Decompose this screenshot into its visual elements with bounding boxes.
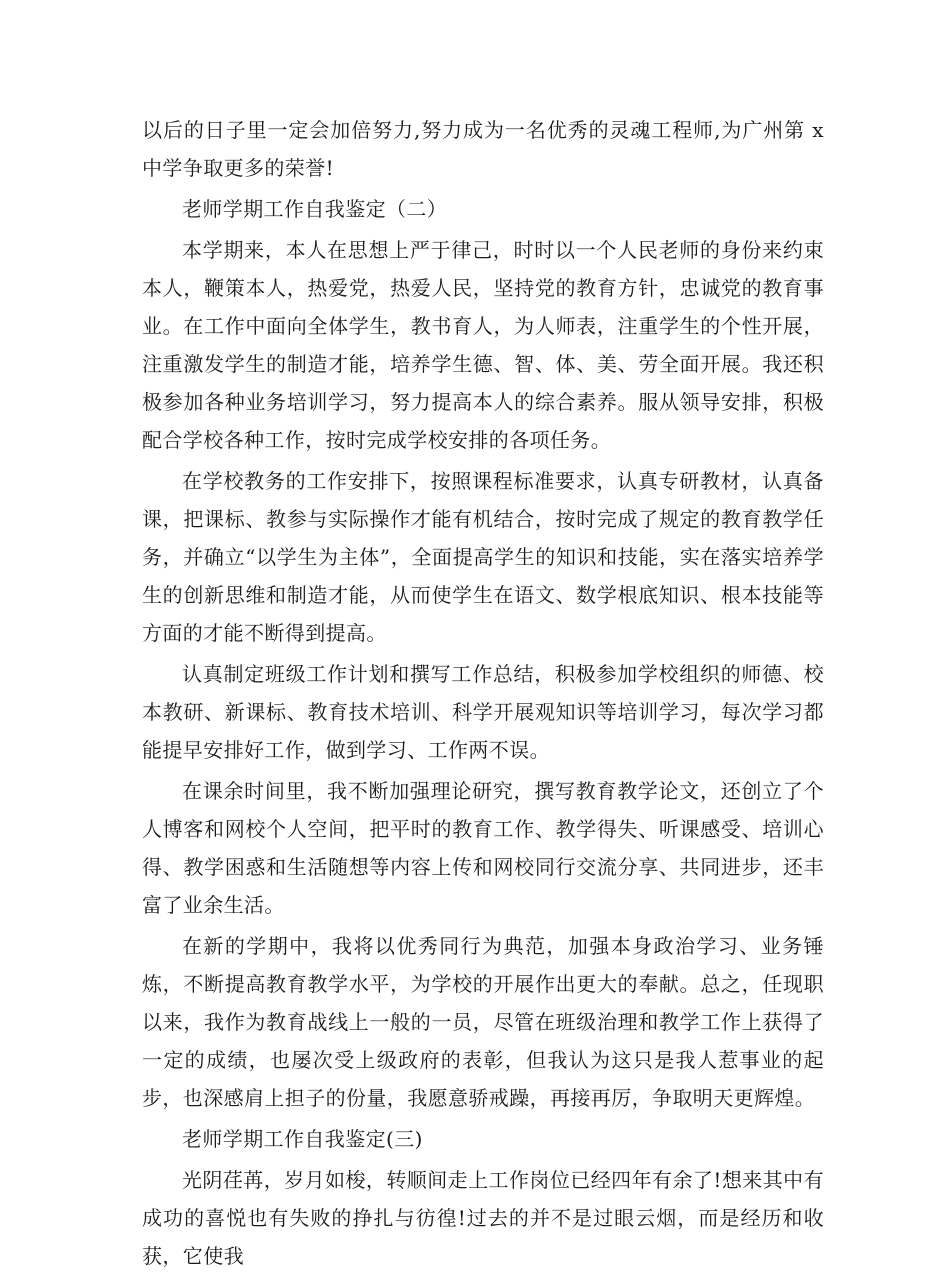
paragraph-class-plan: 认真制定班级工作计划和撰写工作总结，积极参加学校组织的师德、校本教研、新课标、教育技术培训、科学开展观知识等培训学习，每次学习都能提早安排好工作，做到学习、工作两不误。 — [142, 662, 824, 762]
paragraph-new-semester: 在新的学期中，我将以优秀同行为典范，加强本身政治学习、业务锤炼，不断提高教育教学水平，为学校的开展作出更大的奉献。总之，任现职以来，我作为教育战线上一般的一员，尽管在班级治理和教学工作上获得了一定的成绩，也屡次受上级政府的表彰，但我认为这只是我人惹事业的起步，也深感肩上担子的份量，我愿意骄戒躁，再接再厉，争取明天更辉煌。 — [142, 934, 824, 1110]
document-body — [142, 111, 824, 1278]
paragraph-spare-time: 在课余时间里，我不断加强理论研究，撰写教育教学论文，还创立了个人博客和网校个人空间，把平时的教育工作、教学得失、听课感受、培训心得、教学困惑和生活随想等内容上传和网校同行交流分享、共同进步，还丰富了业余生活。 — [142, 779, 824, 917]
paragraph-continuation: 以后的日子里一定会加倍努力,努力成为一名优秀的灵魂工程师,为广州第 x 中学争取更多的荣誉! — [142, 118, 824, 180]
section-heading-two: 老师学期工作自我鉴定（二） — [182, 197, 448, 221]
section-heading-three: 老师学期工作自我鉴定(三) — [182, 1127, 423, 1151]
paragraph-time-flies: 光阴荏苒，岁月如梭，转顺间走上工作岗位已经四年有余了!想来其中有成功的喜悦也有失败的挣扎与彷徨!过去的并不是过眼云烟，而是经历和收获，它使我 — [142, 1168, 824, 1268]
paragraph-self-discipline: 本学期来，本人在思想上严于律己，时时以一个人民老师的身份来约束本人，鞭策本人，热爱党，热爱人民，坚持党的教育方针，忠诚党的教育事业。在工作中面向全体学生，教书育人，为人师表，注重学生的个性开展，注重激发学生的制造才能，培养学生德、智、体、美、劳全面开展。我还积极参加各种业务培训学习，努力提高本人的综合素养。服从领导安排，积极配合学校各种工作，按时完成学校安排的各项任务。 — [142, 238, 824, 452]
paragraph-teaching-work: 在学校教务的工作安排下，按照课程标准要求，认真专研教材，认真备课，把课标、教参与实际操作才能有机结合，按时完成了规定的教育教学任务，并确立“以学生为主体”，全面提高学生的知识和技能，实在落实培养学生的创新思维和制造才能，从而使学生在语文、数学根底知识、根本技能等方面的才能不断得到提高。 — [142, 469, 824, 645]
